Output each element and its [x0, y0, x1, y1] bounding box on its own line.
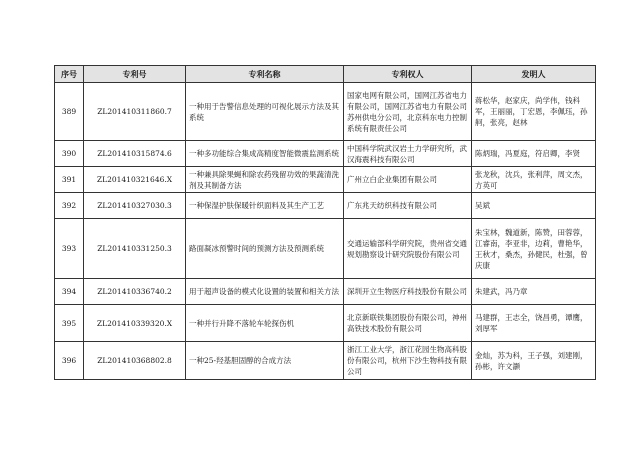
cell-inventors: 陈炳瑞，冯夏庭，符启卿，李贤 [472, 141, 596, 167]
cell-inventors: 朱宝林，魏道新，陈赞，田蓉蓉，江睿南，李亚非，边莉，曹艳华，王秋才，桑杰，孙健民，杜强，曾庆康 [472, 219, 596, 279]
cell-seq: 392 [55, 193, 84, 219]
cell-patent-no: ZL201410315874.6 [84, 141, 186, 167]
cell-patent-holder: 北京新联铁集团股份有限公司，神州高铁技术股份有限公司 [344, 305, 472, 342]
cell-inventors: 吴斌 [472, 193, 596, 219]
cell-patent-no: ZL201410336740.2 [84, 279, 186, 305]
cell-patent-holder: 中国科学院武汉岩土力学研究所，武汉海震科技有限公司 [344, 141, 472, 167]
cell-patent-holder: 广州立白企业集团有限公司 [344, 167, 472, 193]
header-patent-holder: 专利权人 [344, 66, 472, 83]
cell-inventors: 蒋松华，赵家庆，尚学伟，钱科军，王丽丽，丁宏恩，李佩珏，孙舸，张亮，赵林 [472, 83, 596, 141]
cell-patent-holder: 国家电网有限公司，国网江苏省电力有限公司，国网江苏省电力有限公司苏州供电分公司，北京科东电力控制系统有限责任公司 [344, 83, 472, 141]
cell-patent-holder: 浙江工业大学，浙江花园生物高科股份有限公司，杭州下沙生物科技有限公司 [344, 342, 472, 380]
table-header-row [55, 66, 596, 83]
cell-seq: 390 [55, 141, 84, 167]
cell-seq: 396 [55, 342, 84, 380]
table-row [55, 193, 596, 219]
cell-seq: 389 [55, 83, 84, 141]
cell-seq: 394 [55, 279, 84, 305]
header-patent-name: 专利名称 [186, 66, 344, 83]
cell-seq: 393 [55, 219, 84, 279]
patent-table [54, 65, 596, 380]
cell-inventors: 朱建武，冯乃章 [472, 279, 596, 305]
cell-seq: 391 [55, 167, 84, 193]
table-row [55, 83, 596, 141]
cell-patent-name: 一种兼具除果蝇和除农药残留功效的果蔬清洗剂及其制备方法 [186, 167, 344, 193]
cell-inventors: 马建群，王志全，饶昌勇，谭鹰，刘厚军 [472, 305, 596, 342]
table-row [55, 141, 596, 167]
cell-patent-name: 一种用于告警信息处理的可视化展示方法及其系统 [186, 83, 344, 141]
table-row [55, 342, 596, 380]
cell-patent-holder: 深圳开立生物医疗科技股份有限公司 [344, 279, 472, 305]
cell-patent-no: ZL201410368802.8 [84, 342, 186, 380]
table-row [55, 279, 596, 305]
cell-patent-no: ZL201410327030.3 [84, 193, 186, 219]
table-row [55, 167, 596, 193]
cell-inventors: 金灿，苏为科，王子强，刘建刚，孙彬，许文灏 [472, 342, 596, 380]
header-inventors: 发明人 [472, 66, 596, 83]
cell-patent-name: 用于超声设备的模式化设置的装置和相关方法 [186, 279, 344, 305]
cell-patent-name: 路面凝冰预警时间的预测方法及预测系统 [186, 219, 344, 279]
cell-patent-no: ZL201410339320.X [84, 305, 186, 342]
cell-patent-name: 一种25-羟基胆固醇的合成方法 [186, 342, 344, 380]
header-patent-no: 专利号 [84, 66, 186, 83]
cell-patent-no: ZL201410311860.7 [84, 83, 186, 141]
cell-patent-name: 一种多功能综合集成高精度智能微震监测系统 [186, 141, 344, 167]
cell-seq: 395 [55, 305, 84, 342]
cell-patent-no: ZL201410331250.3 [84, 219, 186, 279]
table-row [55, 219, 596, 279]
cell-patent-holder: 交通运输部科学研究院，贵州省交通规划勘察设计研究院股份有限公司 [344, 219, 472, 279]
cell-patent-name: 一种保湿护肤保暖针织面料及其生产工艺 [186, 193, 344, 219]
cell-inventors: 张龙秋，沈兵，张利萍，周文杰，方英可 [472, 167, 596, 193]
header-seq: 序号 [55, 66, 84, 83]
table-row [55, 305, 596, 342]
cell-patent-name: 一种并行升降不落轮车轮探伤机 [186, 305, 344, 342]
cell-patent-no: ZL201410321646.X [84, 167, 186, 193]
cell-patent-holder: 广东兆天纺织科技有限公司 [344, 193, 472, 219]
